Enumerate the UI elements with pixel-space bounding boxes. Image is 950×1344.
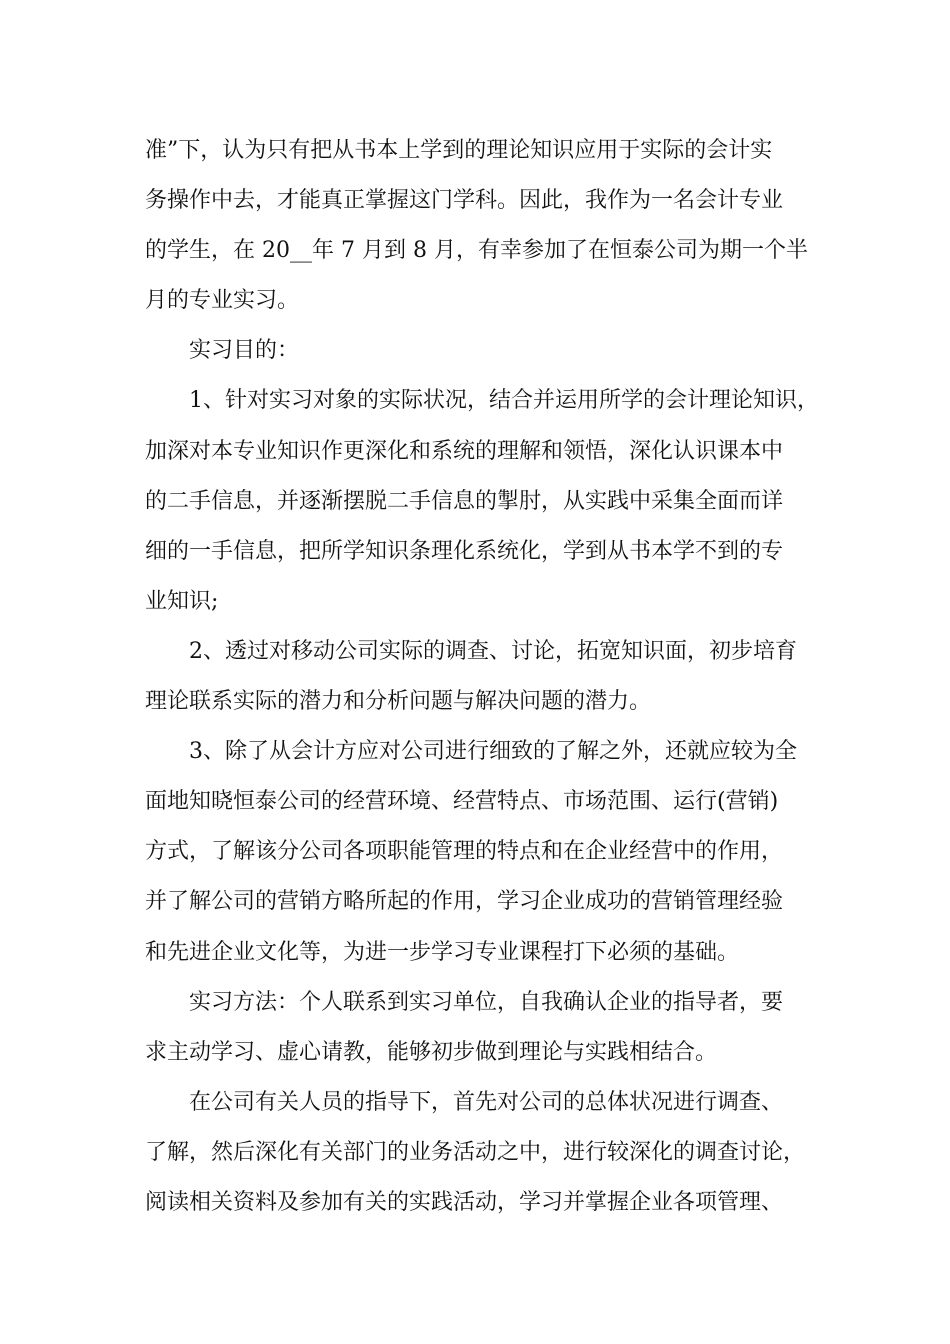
text-line: 求主动学习、虚心请教，能够初步做到理论与实践相结合。 bbox=[145, 1039, 718, 1065]
text-line: 业知识; bbox=[145, 588, 219, 614]
text-line: 3、除了从会计方应对公司进行细致的了解之外，还就应较为全 bbox=[189, 739, 797, 765]
text-line: 的二手信息，并逐渐摆脱二手信息的掣肘，从实践中采集全面而详 bbox=[145, 488, 784, 514]
text-line: 在公司有关人员的指导下，首先对公司的总体状况进行调查、 bbox=[189, 1089, 784, 1115]
text-line: 面地知晓恒泰公司的经营环境、经营特点、市场范围、运行(营销) bbox=[145, 789, 779, 815]
text-line: 2、透过对移动公司实际的调查、讨论，拓宽知识面，初步培育 bbox=[189, 638, 797, 664]
text-line: 和先进企业文化等，为进一步学习专业课程打下必须的基础。 bbox=[145, 939, 740, 965]
text-line: 理论联系实际的潜力和分析问题与解决问题的潜力。 bbox=[145, 689, 652, 715]
text-line: 方式，了解该分公司各项职能管理的特点和在企业经营中的作用， bbox=[145, 839, 784, 865]
text-line: 1、针对实习对象的实际状况，结合并运用所学的会计理论知识， bbox=[189, 388, 819, 414]
text-line: 了解，然后深化有关部门的业务活动之中，进行较深化的调查讨论， bbox=[145, 1139, 806, 1165]
text-line: 实习方法：个人联系到实习单位，自我确认企业的指导者，要 bbox=[189, 989, 784, 1015]
text-line: 加深对本专业知识作更深化和系统的理解和领悟，深化认识课本中 bbox=[145, 438, 784, 464]
text-line: 月的专业实习。 bbox=[145, 288, 300, 314]
body-text bbox=[145, 126, 835, 1228]
text-line: 准”下，认为只有把从书本上学到的理论知识应用于实际的会计实 bbox=[145, 138, 773, 163]
text-line: 细的一手信息，把所学知识条理化系统化，学到从书本学不到的专 bbox=[145, 538, 784, 564]
text-line: 实习目的： bbox=[189, 338, 300, 364]
text-line: 务操作中去，才能真正掌握这门学科。因此，我作为一名会计专业 bbox=[145, 188, 784, 214]
text-line: 阅读相关资料及参加有关的实践活动，学习并掌握企业各项管理、 bbox=[145, 1189, 784, 1215]
text-line: 并了解公司的营销方略所起的作用，学习企业成功的营销管理经验 bbox=[145, 889, 784, 915]
text-line: 的学生，在 20__年 7 月到 8 月，有幸参加了在恒泰公司为期一个半 bbox=[145, 238, 808, 264]
